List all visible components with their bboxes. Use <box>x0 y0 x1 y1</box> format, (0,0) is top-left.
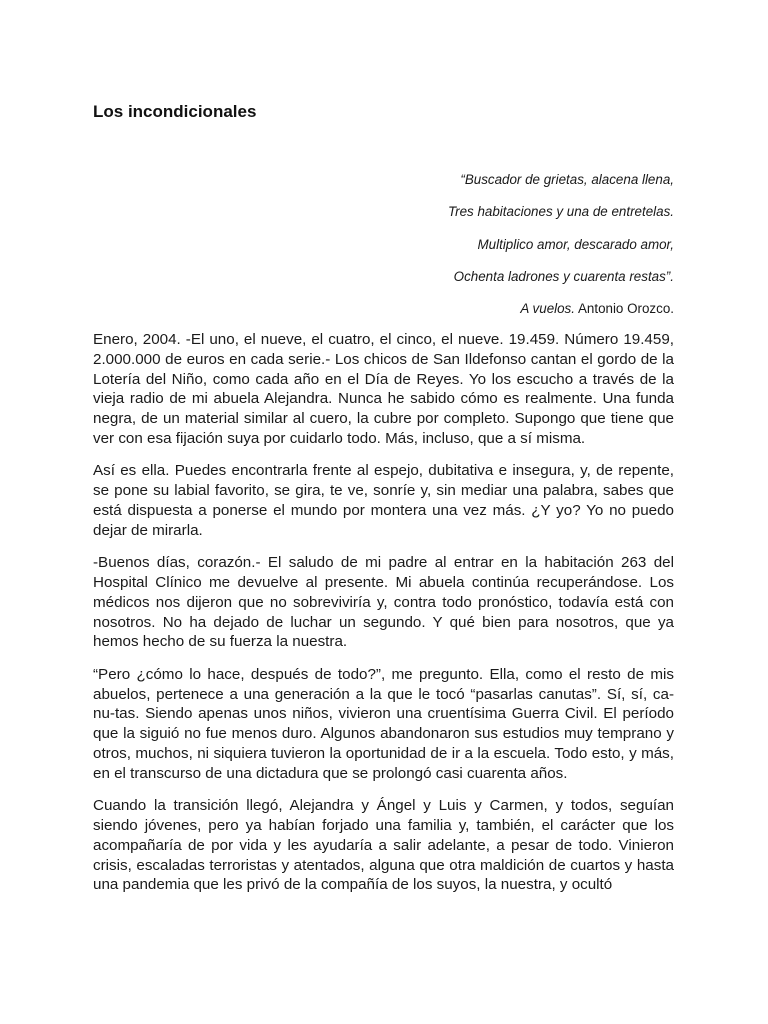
body-text <box>93 330 674 908</box>
epigraph-line: Multiplico amor, descarado amor, <box>477 236 674 252</box>
paragraph: Así es ella. Puedes encontrarla frente al espejo, dubitativa e insegura, y, de repente, se pone su labial favorito, se gira, te ve, sonríe y, sin mediar una palabra, sabes que está dispuesta a ponerse el mundo por montera una vez más. ¿Y yo? Yo no puedo dejar de mirarla. <box>93 462 674 539</box>
epigraph-line: “Buscador de grietas, alacena llena, <box>460 172 674 187</box>
paragraph: -Buenos días, corazón.- El saludo de mi padre al entrar en la habitación 263 del Hospital Clínico me devuelve al presente. Mi abuela continúa recuperándose. Los médicos nos dijeron que no sobreviviría y, contra todo pronóstico, todavía está con nosotros. No ha dejado de luchar un segundo. Y qué bien para nosotros, que ya hemos hecho de su fuerza la nuestra. <box>93 554 674 651</box>
epigraph <box>93 170 674 319</box>
paragraph: “Pero ¿cómo lo hace, después de todo?”, me pregunto. Ella, como el resto de mis abuelos, pertenece a una generación a la que le tocó “pasarlas canutas”. Sí, sí, ca-nu-tas. Siendo apenas unos niños, vivieron una cruentísima Guerra Civil. El período que la siguió no fue menos duro. Algunos abandonaron sus estudios muy temprano y otros, muchos, ni siquiera tuvieron la oportunidad de ir a la escuela. Todo esto, y más, en el transcurso de una dictadura que se prolongó casi cuarenta años. <box>93 665 674 782</box>
document-title: Los incondicionales <box>93 102 257 121</box>
epigraph-source-author: Antonio Orozco. <box>577 301 674 317</box>
paragraph: Cuando la transición llegó, Alejandra y Ángel y Luis y Carmen, y todos, seguían siendo jóvenes, pero ya habían forjado una familia y, también, el carácter que los acompañaría de por vida y les ayudaría a salir adelante, a pesar de todo. Vinieron crisis, escaladas terroristas y atentados, alguna que otra maldición de cuartos y hasta una pandemia que les privó de la compañía de los suyos, la nuestra, y ocultó <box>93 797 674 894</box>
paragraph: Enero, 2004. -El uno, el nueve, el cuatro, el cinco, el nueve. 19.459. Número 19.459, 2.000.000 de euros en cada serie.- Los chicos de San Ildefonso cantan el gordo de la Lotería del Niño, como cada año en el Día de Reyes. Yo los escucho a través de la vieja radio de mi abuela Alejandra. Nunca he sabido cómo es realmente. Una funda negra, de un material similar al cuero, la cubre por completo. Supongo que tiene que ver con esa fijación suya por cuidarlo todo. Más, incluso, que a sí misma. <box>93 331 674 447</box>
epigraph-line: Tres habitaciones y una de entretelas. <box>447 204 674 220</box>
epigraph-line: Ochenta ladrones y cuarenta restas”. <box>453 268 674 284</box>
epigraph-source <box>93 299 674 319</box>
epigraph-source-work: A vuelos. <box>520 301 575 317</box>
